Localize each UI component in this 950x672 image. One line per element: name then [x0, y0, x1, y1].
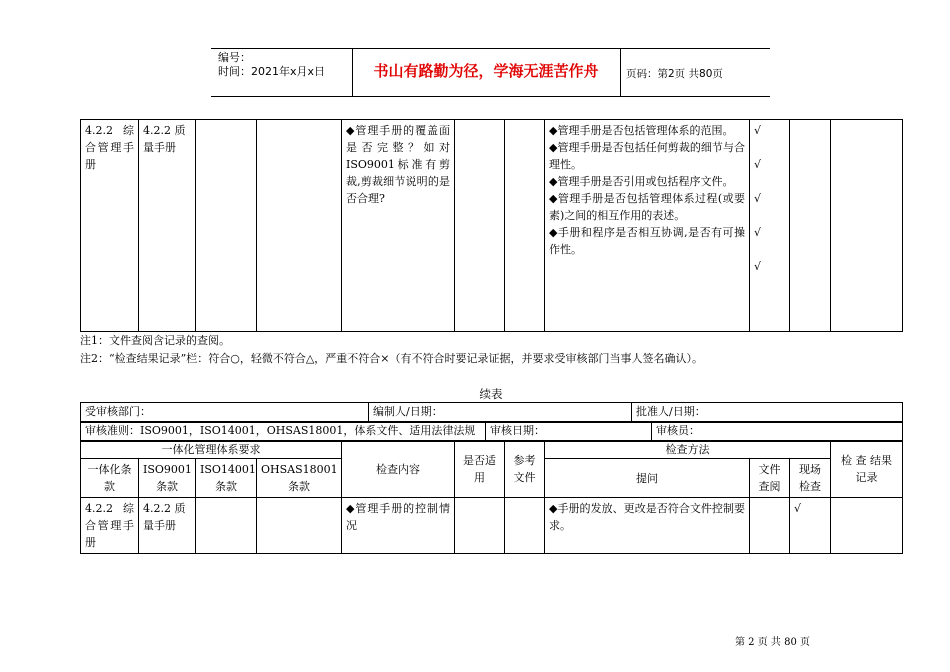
check-mark: √ [754, 192, 762, 205]
audit-criteria: 审核准则：ISO9001，ISO14001，OHSAS18001，体系文件、适用法律法规 [81, 422, 486, 442]
question-item: ◆管理手册是否包括管理体系过程(或要素)之间的相互作用的表述。 [549, 192, 745, 222]
check-mark: √ [754, 226, 762, 239]
site-check-cell: √ [790, 498, 831, 554]
check-content-header: 检查内容 [342, 441, 455, 498]
site-check-header: 现场检查 [790, 459, 831, 498]
iso9001-clause-cell: 4.2.2 质量手册 [139, 120, 196, 332]
header-divider [620, 48, 621, 96]
doc-review-cell [750, 120, 790, 332]
method-header: 检查方法 [545, 441, 831, 459]
doc-review-cell [750, 498, 790, 554]
ohsas-clause-header: OHSAS18001条款 [257, 459, 342, 498]
preparer-label: 编制人/日期： [369, 403, 632, 423]
question-cell: ◆手册的发放、更改是否符合文件控制要求。 [545, 498, 750, 554]
table-row [81, 498, 903, 554]
check-mark: √ [754, 260, 762, 273]
approver-label: 批准人/日期： [632, 403, 903, 423]
iso14001-clause-cell [196, 120, 257, 332]
audit-date-label: 审核日期： [486, 422, 652, 442]
result-cell [831, 120, 903, 332]
reference-cell [505, 120, 545, 332]
continued-checklist-table [80, 440, 903, 554]
applicable-cell [455, 498, 505, 554]
ohsas-clause-cell [257, 498, 342, 554]
audited-dept-label: 受审核部门： [81, 403, 369, 423]
reference-cell [505, 498, 545, 554]
applicable-header: 是否适用 [455, 441, 505, 498]
question-item: ◆管理手册是否包括管理体系的范围。 [549, 124, 734, 137]
continued-criteria-table [80, 421, 903, 442]
header-top-rule [211, 48, 770, 49]
iso14001-clause-cell [196, 498, 257, 554]
continued-header-table [80, 402, 903, 423]
reference-header: 参考文件 [505, 441, 545, 498]
audit-checklist-table [80, 119, 903, 332]
doc-review-header: 文件查阅 [750, 459, 790, 498]
iso9001-clause-header: ISO9001条款 [139, 459, 196, 498]
question-item: ◆管理手册是否包括任何剪裁的细节与合理性。 [549, 141, 745, 171]
page-footer: 第 2 页 共 80 页 [735, 637, 810, 648]
result-cell [831, 498, 903, 554]
header-motto: 书山有路勤为径，学海无涯苦作舟 [373, 62, 599, 80]
requirements-header: 一体化管理体系要求 [81, 441, 342, 459]
header-meta [218, 51, 325, 79]
iso9001-clause-cell: 4.2.2 质量手册 [139, 498, 196, 554]
continued-title: 续表 [479, 387, 503, 401]
applicable-cell [455, 120, 505, 332]
auditor-label: 审核员： [652, 422, 903, 442]
check-content-cell: ◆管理手册的覆盖面是否完整？如对ISO9001标准有剪裁,剪裁细节说明的是否合理? [342, 120, 455, 332]
document-time: 时间：2021年x月x日 [218, 65, 326, 78]
table-row [81, 120, 903, 332]
iso14001-clause-header: ISO14001条款 [196, 459, 257, 498]
note-2: 注2：“检查结果记录”栏：符合○，轻微不符合△，严重不符合×（有不符合时要记录证据，并要求受审核部门当事人签名确认）。 [80, 352, 704, 365]
note-1: 注1：文件查阅含记录的查阅。 [80, 334, 230, 347]
check-mark: √ [754, 158, 762, 171]
site-check-cell [790, 120, 831, 332]
result-header: 检 查 结果记录 [831, 441, 903, 498]
document-number-label: 编号： [218, 51, 251, 64]
integrated-clause-cell: 4.2.2 综合管理手册 [81, 498, 139, 554]
check-content-cell: ◆管理手册的控制情况 [342, 498, 455, 554]
integrated-clause-header: 一体化条款 [81, 459, 139, 498]
integrated-clause-cell: 4.2.2 综合管理手册 [81, 120, 139, 332]
question-item: ◆手册和程序是否相互协调,是否有可操作性。 [549, 226, 745, 256]
check-mark: √ [754, 124, 762, 137]
header-page-info: 页码：第2页 共80页 [626, 68, 723, 80]
ohsas-clause-cell [257, 120, 342, 332]
question-cell [545, 120, 750, 332]
question-item: ◆管理手册是否引用或包括程序文件。 [549, 175, 734, 188]
question-header: 提问 [545, 459, 750, 498]
header-bottom-rule [211, 96, 770, 97]
